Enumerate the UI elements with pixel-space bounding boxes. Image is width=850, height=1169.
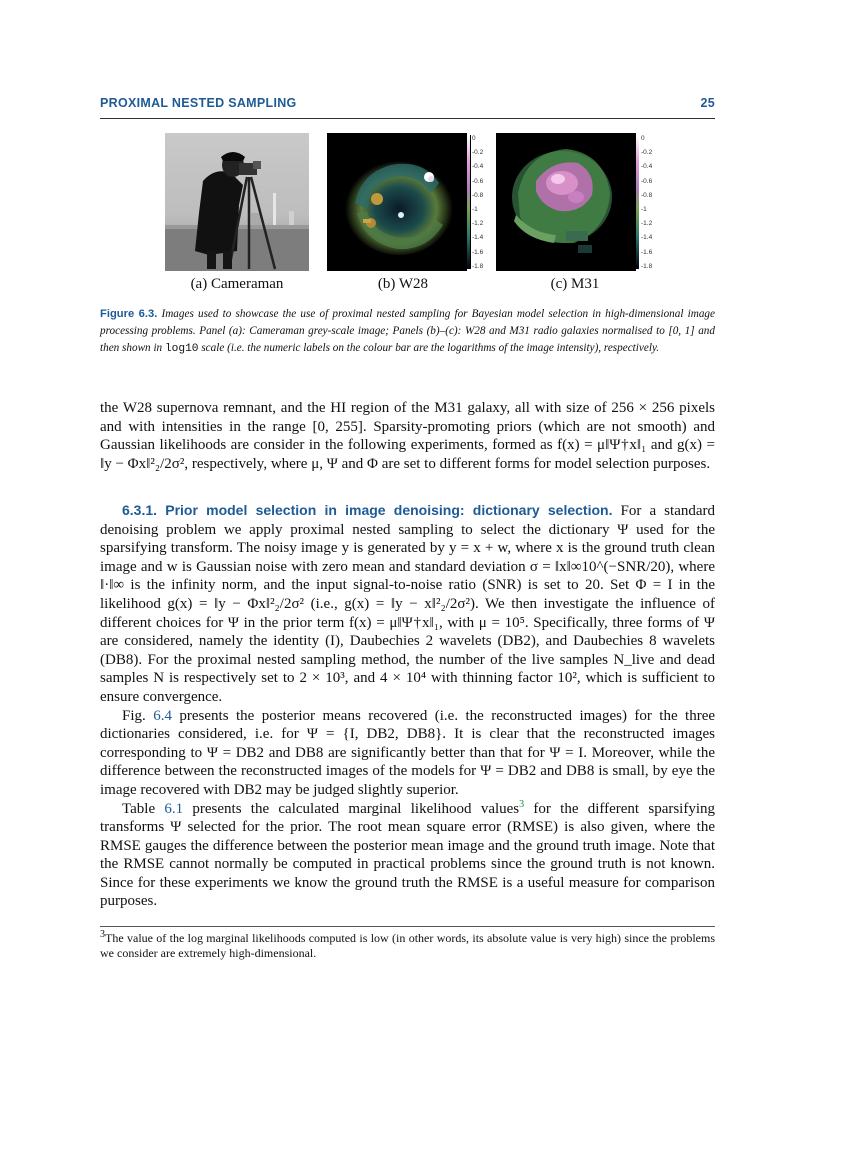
footnote-reference-link[interactable]: 3 <box>519 798 525 810</box>
paragraph-text: the W28 supernova remnant, and the HI region of the M31 galaxy, all with size of 256 × 256 pixels and with intensities in the range [0, 255]. Sparsity-promoting priors (which are not smooth) and Gaussian likelihoods are consider in the following experiments, formed as f(x) = μ‖Ψ†x‖₁ and g(x) = ‖y − Φx‖²₂/2σ², respectively, where μ, Ψ and Φ are set to different forms for model selection purposes. <box>100 400 715 472</box>
paragraph-text: For a standard denoising problem we apply proximal nested sampling to select the dictionary Ψ used for the sparsifying transform. The noisy image y is generated by y = x + w, where x is the ground truth clean image and w is Gaussian noise with zero mean and standard deviation σ = ‖x‖∞10^(−SNR/20), where ‖·‖∞ is the infinity norm, and the input signal-to-noise ratio (SNR) is set to 20. Set Φ = I in the likelihood g(x) = ‖y − Φx‖²₂/2σ² (i.e., g(x) = ‖y − x‖²₂/2σ²). We then investigate the influence of different choices for Ψ in the prior term f(x) = μ‖Ψ†x‖₁, with μ = 10⁵. Specifically, three forms of Ψ are considered, namely the identity (I), Daubechies 2 wavelets (DB2), and Daubechies 8 wavelets (DB8). For the proximal nested sampling method, the number of the live samples N_live and dead samples N is respectively set to 2 × 10³, and 4 × 10⁴ with thinning factor 10², which is sufficient to ensure convergence. <box>100 503 715 705</box>
section-heading: 6.3.1. Prior model selection in image denoising: dictionary selection. <box>122 502 613 518</box>
figure-caption-text-2: scale (i.e. the numeric labels on the colour bar are the logarithms of the image intensity), respectively. <box>201 342 660 354</box>
figure-caption <box>100 306 715 358</box>
footnote-rule <box>100 926 715 927</box>
tick-label: -0.6 <box>641 177 653 185</box>
tick-label: -0.6 <box>472 177 484 185</box>
paragraph-text: presents the calculated marginal likelihood values <box>192 800 520 817</box>
paragraph-3 <box>100 707 715 800</box>
tick-label: 0 <box>641 135 645 142</box>
panel-a-caption: (a) Cameraman <box>190 276 284 292</box>
w28-image <box>327 133 487 271</box>
page-number: 25 <box>700 96 715 110</box>
tick-label: -1.4 <box>641 234 653 242</box>
tick-label: -1.6 <box>641 248 653 256</box>
body-paragraph-1 <box>100 399 715 473</box>
figure-label: Figure 6.3. <box>100 308 158 320</box>
colorbar-w28-ticks <box>472 132 483 274</box>
tick-label: -0.8 <box>472 191 484 199</box>
panel-c-caption: (c) M31 <box>550 276 600 292</box>
tick-label: -1 <box>472 206 478 214</box>
m31-image <box>496 133 636 271</box>
tick-label: -1.6 <box>472 248 484 256</box>
panel-b-caption: (b) W28 <box>377 276 429 292</box>
footnote-mark: 3 <box>100 929 105 940</box>
table-reference-link[interactable]: 6.1 <box>164 800 184 817</box>
paragraph-text: Fig. <box>122 707 146 724</box>
tick-label: -0.4 <box>472 163 484 171</box>
figure-reference-link[interactable]: 6.4 <box>153 707 172 724</box>
section-6-3-1 <box>100 501 715 911</box>
section-paragraph <box>100 501 715 707</box>
tick-label: 0 <box>472 135 476 142</box>
colorbar-m31-ticks <box>641 132 652 274</box>
paragraph-4 <box>100 800 715 912</box>
tick-label: -0.4 <box>641 163 653 171</box>
footnote <box>100 931 715 961</box>
tick-label: -1.4 <box>472 234 484 242</box>
paragraph-text: for the different sparsifying transforms Ψ selected for the prior. The root mean square error (RMSE) is also given, where the RMSE gauges the difference between the posterior mean image and the ground truth image. Note that the RMSE cannot normally be computed in practical problems since the ground truth is not known. Since for these experiments we know the ground truth the RMSE is a useful measure for comparison purposes. <box>100 800 716 910</box>
tick-label: -1.2 <box>641 220 653 228</box>
tick-label: -0.2 <box>472 149 484 157</box>
tick-label: -1.8 <box>472 262 484 270</box>
cameraman-image <box>165 133 309 271</box>
paragraph-text: presents the posterior means recovered (i.e. the reconstructed images) for the three dictionaries considered, i.e. for Ψ = {I, DB2, DB8}. It is clear that the reconstructed images corresponding to Ψ = DB2 and DB8 are significantly better than that for Ψ = I. Moreover, while the difference between the reconstructed images of the models for Ψ = DB2 and DB8 is small, by eye the image recovered with DB2 may be judged slightly superior. <box>100 707 716 798</box>
footnote-text: The value of the log marginal likelihoods computed is low (in other words, its absolute value is very high) since the problems we consider are extremely high-dimensional. <box>100 931 715 960</box>
tick-label: -1.8 <box>641 262 653 270</box>
tick-label: -1 <box>641 206 647 214</box>
tick-label: -0.8 <box>641 191 653 199</box>
header-title: PROXIMAL NESTED SAMPLING <box>100 96 297 110</box>
running-header <box>100 96 715 119</box>
paragraph-text: Table <box>122 800 156 817</box>
tick-label: -1.2 <box>472 220 484 228</box>
colorbar-m31 <box>636 135 640 274</box>
figure-caption-text-1: Images used to showcase the use of proximal nested sampling for Bayesian model selection in high-dimensional image processing problems. Panel (a): Cameraman grey-scale image; Panels (b)–(c): W28 and M31 radio galaxies normalised to [0, 1] and then shown in <box>100 308 715 354</box>
tick-label: -0.2 <box>641 149 653 157</box>
figure-caption-code: log10 <box>164 343 199 355</box>
